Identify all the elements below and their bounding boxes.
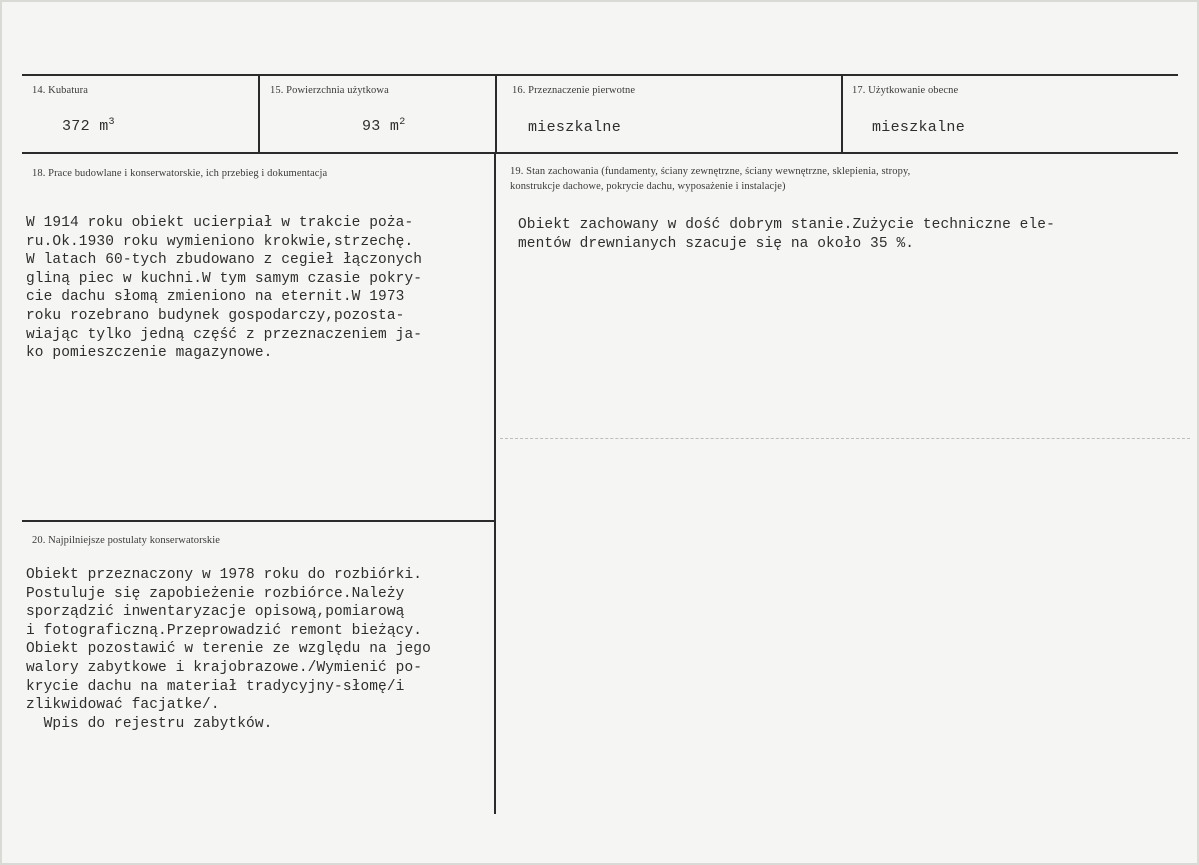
uzytkowanie-value: mieszkalne	[872, 119, 966, 136]
postulaty-line: krycie dachu na materiał tradycyjny-słomę/i	[26, 678, 405, 695]
kubatura-number: 372 m	[62, 118, 109, 135]
top-rule	[22, 74, 1178, 76]
stan-text	[518, 216, 1055, 253]
przeznaczenie-label: 16. Przeznaczenie pierwotne	[512, 85, 636, 96]
faint-ruled-line	[500, 438, 1190, 439]
postulaty-line: Obiekt pozostawić w terenie ze względu na jego	[26, 641, 431, 658]
uzytkowanie-label: 17. Użytkowanie obecne	[852, 85, 959, 96]
powierzchnia-label: 15. Powierzchnia użytkowa	[270, 85, 389, 96]
postulaty-line: Wpis do rejestru zabytków.	[26, 715, 273, 732]
section-18-bottom-rule	[22, 520, 494, 522]
prace-label: 18. Prace budowlane i konserwatorskie, ich przebieg i dokumentacja	[32, 168, 328, 179]
kubatura-label: 14. Kubatura	[32, 85, 89, 96]
header-row-bottom-rule	[22, 152, 1178, 154]
prace-text	[26, 214, 422, 363]
main-column-divider	[494, 154, 496, 814]
postulaty-label: 20. Najpilniejsze postulaty konserwatorskie	[32, 535, 221, 546]
prace-line: ko pomieszczenie magazynowe.	[26, 345, 273, 362]
prace-line: W 1914 roku obiekt ucierpiał w trakcie poża-	[26, 215, 414, 231]
postulaty-text	[26, 566, 431, 733]
prace-line: gliną piec w kuchni.W tym samym czasie pokry-	[26, 270, 423, 287]
powierzchnia-value	[362, 117, 406, 135]
divider-16-17	[841, 76, 843, 153]
przeznaczenie-value: mieszkalne	[528, 119, 622, 136]
postulaty-line: Obiekt przeznaczony w 1978 roku do rozbiórki.	[26, 567, 423, 583]
prace-line: roku rozebrano budynek gospodarczy,pozosta-	[26, 307, 405, 324]
stan-label-line1: 19. Stan zachowania (fundamenty, ściany zewnętrzne, ściany wewnętrzne, sklepienia, stropy,	[510, 166, 911, 177]
stan-label-line2: konstrukcje dachowe, pokrycie dachu, wyposażenie i instalacje)	[510, 181, 786, 192]
prace-line: ru.Ok.1930 roku wymieniono krokwie,strzechę.	[26, 233, 414, 250]
divider-14-15	[258, 76, 260, 153]
prace-line: cie dachu słomą zmieniono na eternit.W 1973	[26, 289, 405, 306]
postulaty-line: Postuluje się zapobieżenie rozbiórce.Należy	[26, 585, 405, 602]
kubatura-value	[62, 117, 115, 135]
powierzchnia-number: 93 m	[362, 118, 400, 135]
stan-line: mentów drewnianych szacuje się na około 35 %.	[518, 235, 915, 252]
kubatura-exponent: 3	[108, 117, 115, 128]
postulaty-line: walory zabytkowe i krajobrazowe./Wymienić po-	[26, 659, 423, 676]
postulaty-line: zlikwidować facjatke/.	[26, 697, 220, 714]
prace-line: wiając tylko jedną część z przeznaczeniem ja-	[26, 326, 423, 343]
powierzchnia-exponent: 2	[399, 117, 406, 128]
postulaty-line: i fotograficzną.Przeprowadzić remont bieżący.	[26, 622, 423, 639]
prace-line: W latach 60-tych zbudowano z cegieł łączonych	[26, 252, 423, 269]
divider-15-16	[495, 76, 497, 153]
stan-line: Obiekt zachowany w dość dobrym stanie.Zużycie techniczne ele-	[518, 217, 1055, 233]
postulaty-line: sporządzić inwentaryzacje opisową,pomiarową	[26, 604, 405, 621]
